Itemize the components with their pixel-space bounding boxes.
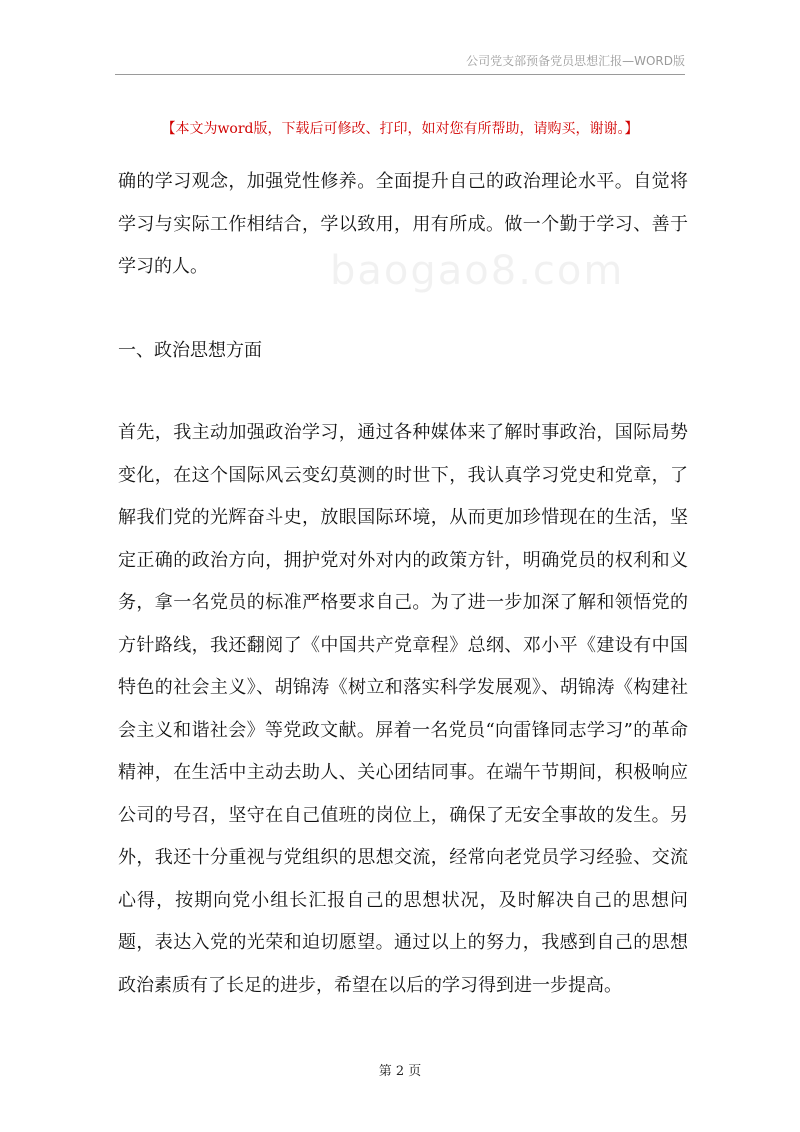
watermark: baogao8.com [330, 248, 625, 294]
page-number: 第 2 页 [378, 1064, 422, 1079]
header-title: 公司党支部预备党员思想汇报—WORD版 [466, 54, 685, 68]
section-heading: 一、政治思想方面 [118, 340, 262, 361]
header-divider [115, 74, 685, 75]
download-notice: 【本文为word版，下载后可修改、打印，如对您有所帮助，请购买，谢谢。】 [161, 121, 639, 137]
paragraph-political-thought: 首先，我主动加强政治学习，通过各种媒体来了解时事政治，国际局势变化，在这个国际风云变幻莫测的时世下，我认真学习党史和党章，了解我们党的光辉奋斗史，放眼国际环境，从而更加珍惜现在的生活，坚定正确的政治方向，拥护党对外对内的政策方针，明确党员的权利和义务，拿一名党员的标准严格要求自己。为了进一步加深了解和领悟党的方针路线，我还翻阅了《中国共产党章程》总纲、邓小平《建设有中国特色的社会主义》、胡锦涛《树立和落实科学发展观》、胡锦涛《构建社会主义和谐社会》等党政文献。屏着一名党员“向雷锋同志学习”的革命精神，在生活中主动去助人、关心团结同事。在端午节期间，积极响应公司的号召，坚守在自己值班的岗位上，确保了无安全事故的发生。另外，我还十分重视与党组织的思想交流，经常向老党员学习经验、交流心得，按期向党小组长汇报自己的思想状况，及时解决自己的思想问题，表达入党的光荣和迫切愿望。通过以上的努力，我感到自己的思想政治素质有了长足的进步，希望在以后的学习得到进一步提高。 [118, 422, 688, 996]
paragraph-intro: 确的学习观念，加强党性修养。全面提升自己的政治理论水平。自觉将学习与实际工作相结合，学以致用，用有所成。做一个勤于学习、善于学习的人。 [118, 171, 688, 277]
